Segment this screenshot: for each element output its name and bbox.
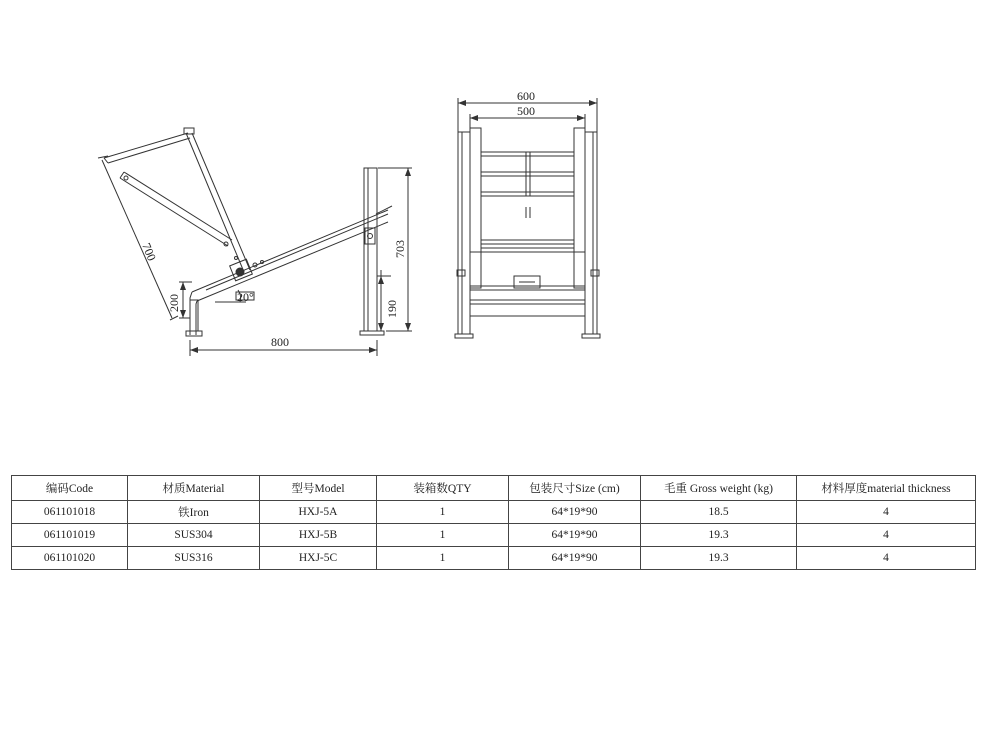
- table-row: [12, 547, 976, 570]
- cell-gross-weight: 19.3: [641, 547, 797, 570]
- dim-backrest-label: 700: [139, 240, 159, 263]
- dim-height-label: 703: [393, 240, 407, 258]
- cell-code: 061101019: [12, 524, 128, 547]
- cell-material: SUS304: [128, 524, 260, 547]
- header-code: 编码Code: [12, 476, 128, 501]
- header-qty: 装箱数QTY: [377, 476, 509, 501]
- cell-thickness: 4: [797, 524, 976, 547]
- right-inner-rail: [574, 128, 585, 288]
- cell-size: 64*19*90: [509, 547, 641, 570]
- header-gross-weight: 毛重 Gross weight (kg): [641, 476, 797, 501]
- cell-gross-weight: 18.5: [641, 501, 797, 524]
- table-row: [12, 501, 976, 524]
- table-header-row: [12, 476, 976, 501]
- cell-gross-weight: 19.3: [641, 524, 797, 547]
- dim-seat-height-label: 190: [385, 300, 399, 318]
- cell-qty: 1: [377, 524, 509, 547]
- front-view: [455, 98, 600, 338]
- side-view: [98, 128, 412, 356]
- dim-length-label: 800: [271, 335, 289, 349]
- cell-thickness: 4: [797, 547, 976, 570]
- cell-model: HXJ-5A: [260, 501, 377, 524]
- cell-thickness: 4: [797, 501, 976, 524]
- cell-size: 64*19*90: [509, 501, 641, 524]
- cell-material: SUS316: [128, 547, 260, 570]
- header-model: 型号Model: [260, 476, 377, 501]
- cell-code: 061101020: [12, 547, 128, 570]
- spec-table: [11, 475, 976, 570]
- cell-material: 铁Iron: [128, 501, 260, 524]
- header-thickness: 材料厚度material thickness: [797, 476, 976, 501]
- left-inner-rail: [470, 128, 481, 288]
- backrest-frame: [104, 128, 250, 272]
- cell-qty: 1: [377, 547, 509, 570]
- cell-model: HXJ-5B: [260, 524, 377, 547]
- cell-model: HXJ-5C: [260, 547, 377, 570]
- header-material: 材质Material: [128, 476, 260, 501]
- cell-qty: 1: [377, 501, 509, 524]
- rear-post: [364, 168, 377, 331]
- header-size: 包装尺寸Size (cm): [509, 476, 641, 501]
- cell-code: 061101018: [12, 501, 128, 524]
- dim-outer-width-label: 600: [517, 89, 535, 103]
- dim-front-post-label: 200: [167, 294, 181, 312]
- adjust-strut: [120, 172, 232, 246]
- cell-size: 64*19*90: [509, 524, 641, 547]
- left-post: [458, 132, 470, 334]
- table-row: [12, 524, 976, 547]
- dim-inner-width-label: 500: [517, 104, 535, 118]
- right-post: [585, 132, 597, 334]
- dim-angle-label: 20°: [237, 290, 254, 304]
- front-post: [190, 300, 198, 331]
